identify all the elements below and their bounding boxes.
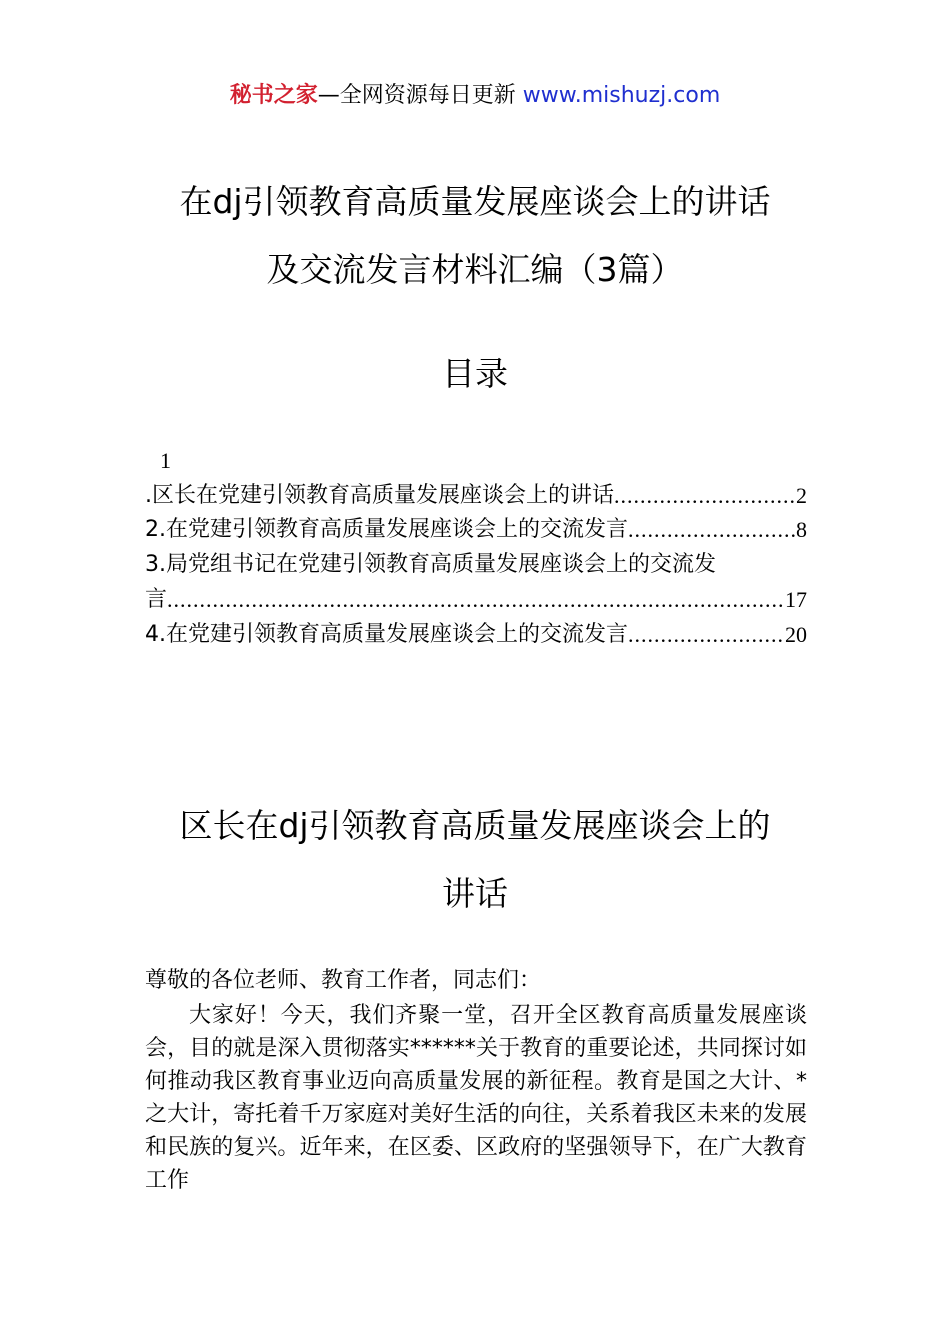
toc-entry-page: 20 xyxy=(785,622,807,647)
toc-entry[interactable] xyxy=(145,515,807,545)
toc-leader-dots xyxy=(628,620,785,650)
toc-entry[interactable] xyxy=(145,481,807,511)
toc-entry[interactable] xyxy=(145,620,807,650)
toc-entry-page: 17 xyxy=(785,587,807,612)
toc-entry-page: 8 xyxy=(796,517,807,542)
toc-leader-dots xyxy=(628,515,796,545)
document-title-line-2: 及交流发言材料汇编（3篇） xyxy=(266,250,684,289)
toc-entry-label: 3.局党组书记在党建引领教育高质量发展座谈会上的交流发 xyxy=(145,552,716,577)
banner-tagline: —全网资源每日更新 xyxy=(317,83,523,108)
toc-entry-label: 2.在党建引领教育高质量发展座谈会上的交流发言 xyxy=(145,517,628,542)
toc-heading: 目录 xyxy=(442,354,508,393)
section-title-line-1: 区长在dj引领教育高质量发展座谈会上的 xyxy=(179,806,771,845)
banner-url-link[interactable]: www.mishuzj.com xyxy=(522,83,721,108)
banner-brand: 秘书之家 xyxy=(229,83,318,108)
toc-entry[interactable] xyxy=(145,550,807,580)
body-paragraph: 大家好！今天，我们齐聚一堂，召开全区教育高质量发展座谈会，目的就是深入贯彻落实******关于教育的重要论述，共同探讨如何推动我区教育事业迈向高质量发展的新征程。教育是国之大计、*之大计，寄托着千万家庭对美好生活的向往，关系着我区未来的发展和民族的复兴。近年来，在区委、区政府的坚强领导下，在广大教育工作 xyxy=(145,1003,807,1193)
toc-entry-page: 2 xyxy=(796,483,807,508)
document-title-line-1: 在dj引领教育高质量发展座谈会上的讲话 xyxy=(179,182,771,221)
toc-entry-continuation[interactable] xyxy=(145,585,807,615)
site-banner xyxy=(0,80,950,112)
toc-leader-dots xyxy=(614,481,796,511)
toc-entry-label: 言 xyxy=(145,587,168,612)
toc-leading-number: 1 xyxy=(160,448,171,473)
toc-leader-dots xyxy=(167,585,785,615)
section-title-line-2: 讲话 xyxy=(442,874,508,913)
toc-entry-label: 4.在党建引领教育高质量发展座谈会上的交流发言 xyxy=(145,622,628,647)
toc-entry-label: .区长在党建引领教育高质量发展座谈会上的讲话 xyxy=(145,483,614,508)
salutation: 尊敬的各位老师、教育工作者，同志们： xyxy=(145,968,542,993)
